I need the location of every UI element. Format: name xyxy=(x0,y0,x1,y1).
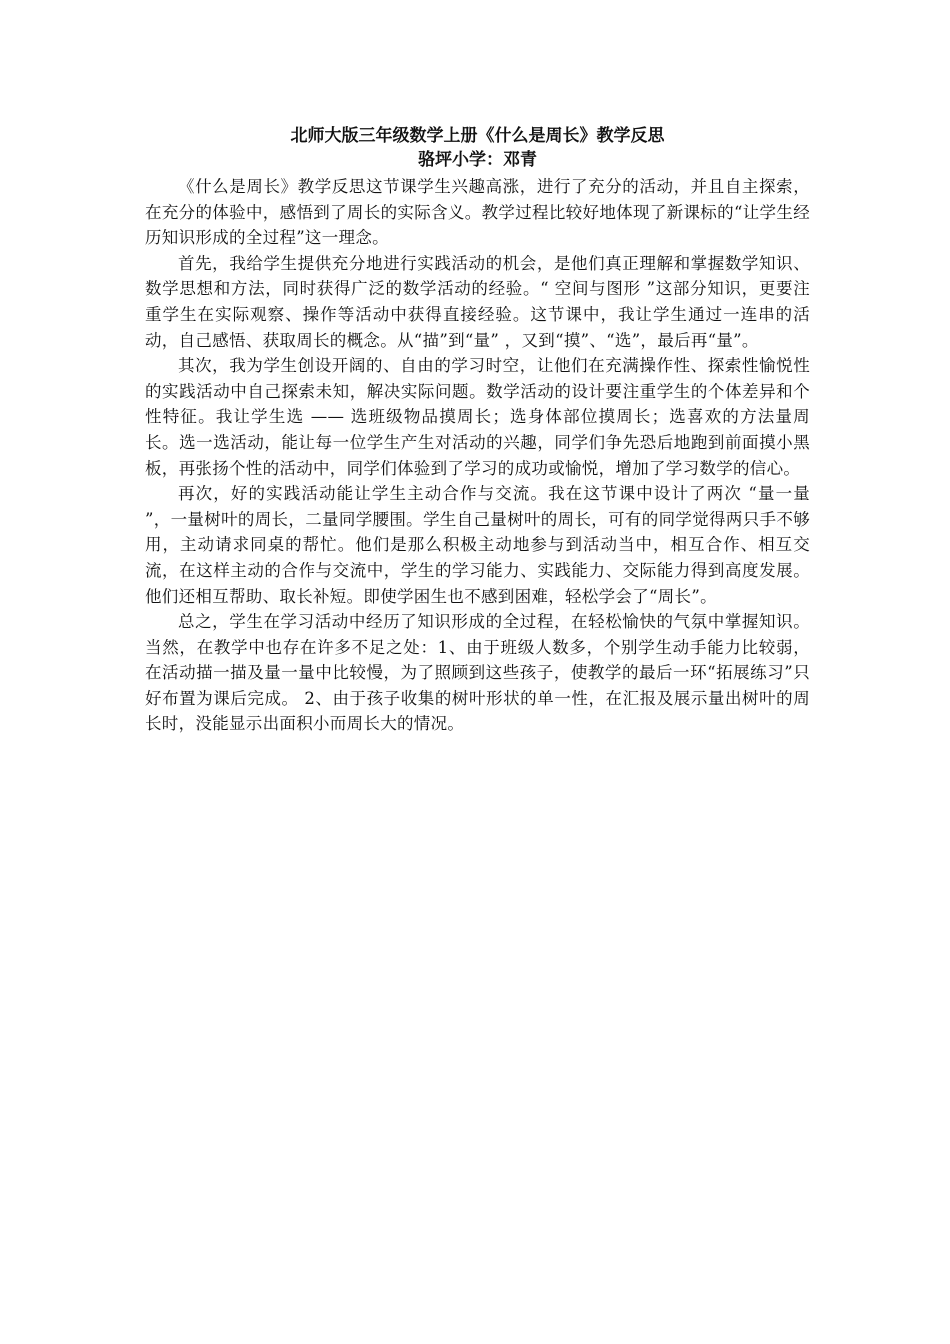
document-title: 北师大版三年级数学上册《什么是周长》教学反思 xyxy=(290,126,665,146)
paragraph-conclusion: 总之，学生在学习活动中经历了知识形成的全过程，在轻松愉快的气氛中掌握知识。当然，在教学中也存在许多不足之处：1、由于班级人数多，个别学生动手能力比较弱，在活动描一描及量一量中比较慢，为了照顾到这些孩子，使教学的最后一环“拓展练习”只好布置为课后完成。 2、由于孩子收集的树叶形状的单一性，在汇报及展示量出树叶的周长时，没能显示出面积小而周长大的情况。 xyxy=(145,612,810,734)
author-line: 骆坪小学：邓青 xyxy=(418,150,537,170)
paragraph-intro: 《什么是周长》教学反思这节课学生兴趣高涨，进行了充分的活动，并且自主探索，在充分的体验中，感悟到了周长的实际含义。教学过程比较好地体现了新课标的“让学生经历知识形成的全过程”这一理念。 xyxy=(145,177,810,248)
paragraph-third: 再次，好的实践活动能让学生主动合作与交流。我在这节课中设计了两次 “量一量 ”，一量树叶的周长，二量同学腰围。学生自己量树叶的周长，可有的同学觉得两只手不够用，主动请求同桌的帮忙。他们是那么积极主动地参与到活动当中，相互合作、相互交流，在这样主动的合作与交流中，学生的学习能力、实践能力、交际能力得到高度发展。他们还相互帮助、取长补短。即使学困生也不感到困难，轻松学会了“周长”。 xyxy=(145,484,810,606)
document-page xyxy=(145,124,810,737)
paragraph-second: 其次，我为学生创设开阔的、自由的学习时空，让他们在充满操作性、探索性愉悦性的实践活动中自己探索未知，解决实际问题。数学活动的设计要注重学生的个体差异和个性特征。我让学生选 —— 选班级物品摸周长；选身体部位摸周长；选喜欢的方法量周长。选一选活动，能让每一位学生产生对活动的兴趣，同学们争先恐后地跑到前面摸小黑板，再张扬个性的活动中，同学们体验到了学习的成功或愉悦，增加了学习数学的信心。 xyxy=(145,356,810,478)
paragraph-first: 首先，我给学生提供充分地进行实践活动的机会，是他们真正理解和掌握数学知识、数学思想和方法，同时获得广泛的数学活动的经验。“ 空间与图形 ”这部分知识，更要注重学生在实际观察、操作等活动中获得直接经验。这节课中，我让学生通过一连串的活动，自己感悟、获取周长的概念。从“描”到“量” ，又到“摸”、“选”，最后再“量”。 xyxy=(145,253,810,350)
